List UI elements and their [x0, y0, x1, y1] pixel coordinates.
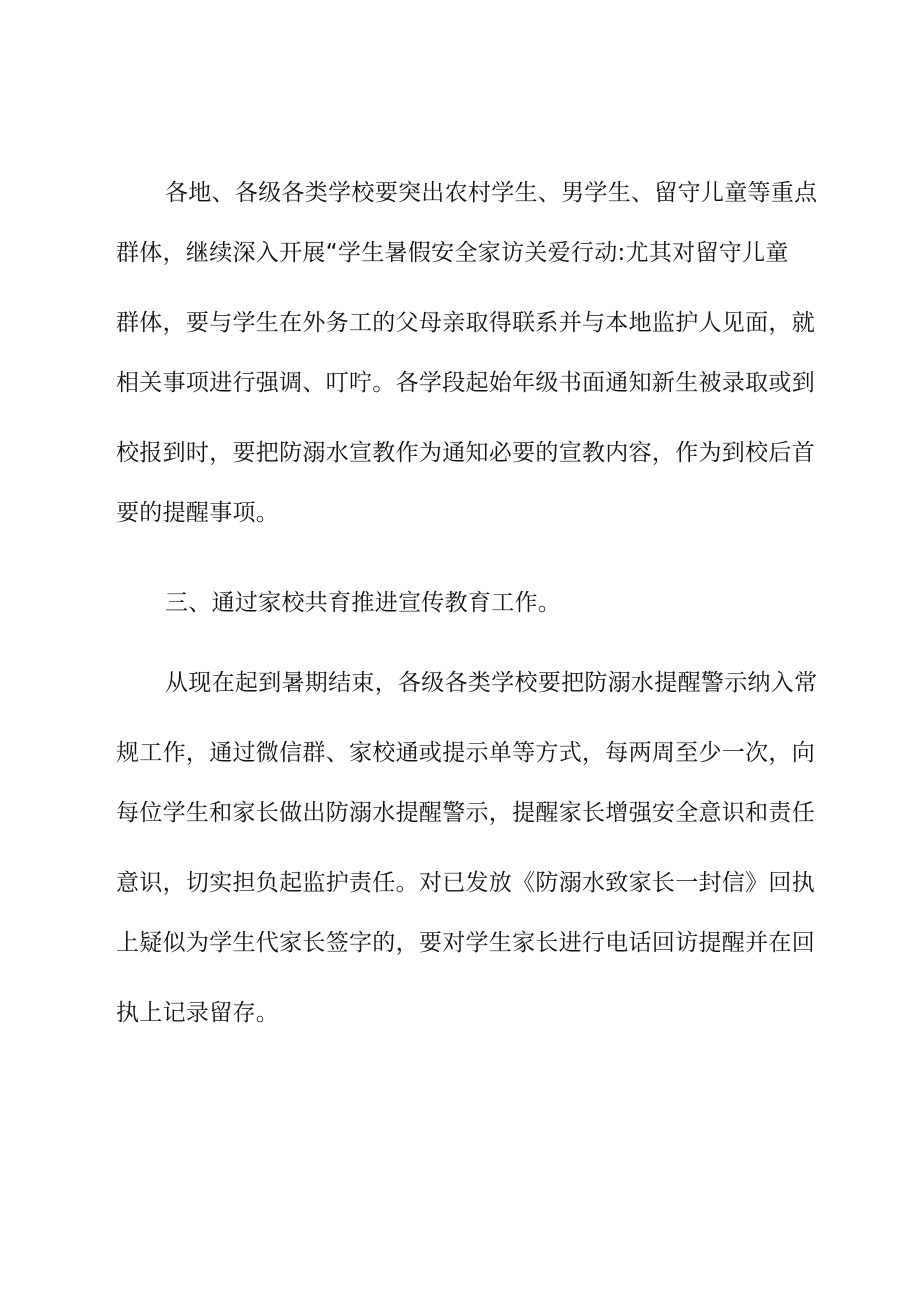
paragraph-2-line-2: 规工作，通过微信群、家校通或提示单等方式，每两周至少一次，向: [116, 740, 815, 766]
paragraph-1-line-3: 群体，要与学生在外务工的父母亲取得联系并与本地监护人见面，就: [116, 310, 815, 336]
paragraph-2-line-4: 意识，切实担负起监护责任。对已发放《防溺水致家长一封信》回执: [116, 870, 815, 896]
paragraph-2-line-3: 每位学生和家长做出防溺水提醒警示，提醒家长增强安全意识和责任: [116, 800, 815, 826]
paragraph-1-line-2: 群体，继续深入开展“学生暑假安全家访关爱行动:尤其对留守儿童: [116, 240, 789, 266]
section-heading: 三、通过家校共育推进宣传教育工作。: [165, 590, 562, 616]
paragraph-2-line-6: 执上记录留存。: [116, 1000, 280, 1026]
paragraph-1-line-1: 各地、各级各类学校要突出农村学生、男学生、留守儿童等重点: [165, 180, 818, 206]
paragraph-1-line-4: 相关事项进行强调、叮咛。各学段起始年级书面通知新生被录取或到: [116, 370, 815, 396]
paragraph-2-line-5: 上疑似为学生代家长签字的，要对学生家长进行电话回访提醒并在回: [116, 930, 815, 956]
paragraph-1-line-5: 校报到时，要把防溺水宣教作为通知必要的宣教内容，作为到校后首: [116, 440, 815, 466]
paragraph-2-line-1: 从现在起到暑期结束，各级各类学校要把防溺水提醒警示纳入常: [165, 670, 818, 696]
paragraph-1-line-6: 要的提醒事项。: [116, 500, 280, 526]
